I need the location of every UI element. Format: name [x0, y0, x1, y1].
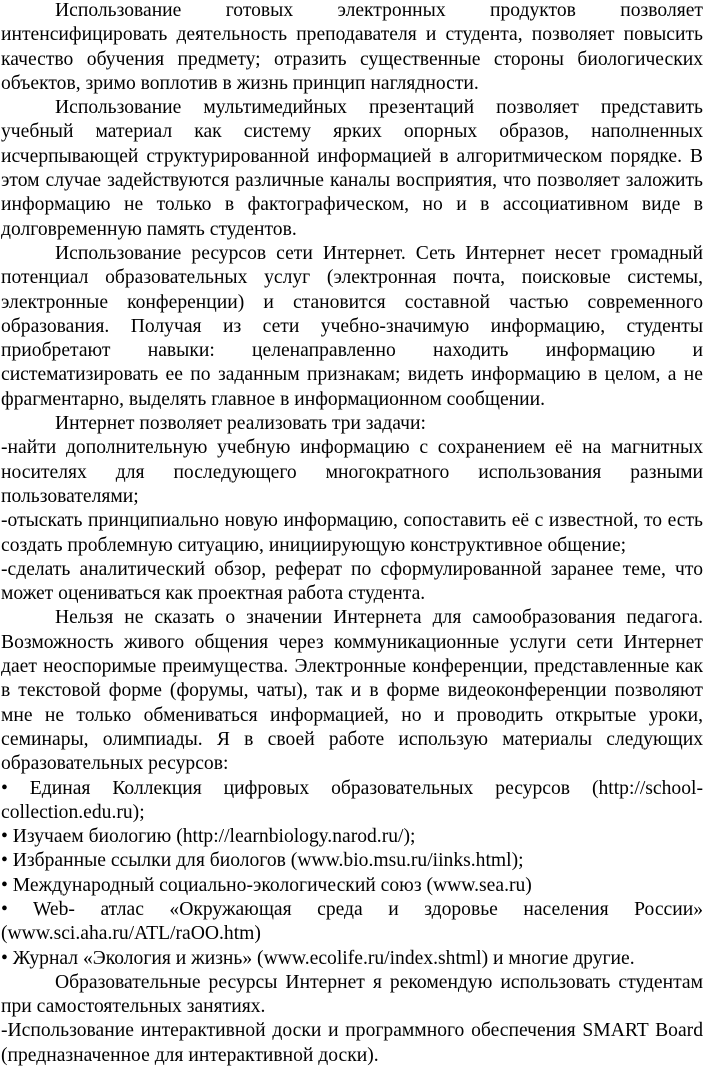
paragraph-multimedia-presentations: Использование мультимедийных презентаций позволяет представить учебный материал как систему ярких опорных образов, наполненных исчерпывающей структурированной информацией в алгоритмическом порядке. В этом случае задействуются различные каналы восприятия, что позволяет заложить информацию не только в фактографическом, но и в ассоциативном виде в долговременную память студентов.	[1, 97, 703, 240]
resource-item-bio-msu: • Избранные ссылки для биологов (www.bio.msu.ru/iinks.html);	[1, 850, 524, 872]
paragraph-three-tasks-intro: Интернет позволяет реализовать три задачи:	[55, 413, 426, 435]
resource-item-web-atlas: • Web- атлас «Окружающая среда и здоровье населения России» (www.sci.aha.ru/ATL/raOO.htm)	[1, 898, 703, 945]
resource-item-ecolife: • Журнал «Экология и жизнь» (www.ecolife.ru/index.shtml) и многие другие.	[1, 947, 635, 969]
paragraph-electronic-products: Использование готовых электронных продуктов позволяет интенсифицировать деятельность преподавателя и студента, позволяет повысить качество обучения предмету; отразить существенные стороны биологических объектов, зримо воплотив в жизнь принцип наглядности.	[1, 0, 703, 94]
resource-item-learnbiology: • Изучаем биологию (http://learnbiology.narod.ru/);	[1, 826, 416, 848]
paragraph-smart-board: -Использование интерактивной доски и программного обеспечения SMART Board (предназначенное для интерактивной доски).	[1, 1020, 703, 1066]
paragraph-recommendation: Образовательные ресурсы Интернет я рекомендую использовать студентам при самостоятельных занятиях.	[1, 971, 703, 1018]
task-item-analytic-review: -сделать аналитический обзор, реферат по сформулированной заранее теме, что может оцениваться как проектная работа студента.	[1, 558, 703, 605]
task-item-find-info: -найти дополнительную учебную информацию с сохранением её на магнитных носителях для последующего многократного использования разными пользователями;	[1, 437, 703, 507]
paragraph-internet-resources: Использование ресурсов сети Интернет. Сеть Интернет несет громадный потенциал образовательных услуг (электронная почта, поисковые системы, электронные конференции) и становится составной частью современного образования. Получая из сети учебно-значимую информацию, студенты приобретают навыки: целенаправленно находить информацию и систематизировать ее по заданным признакам; видеть информацию в целом, а не фрагментарно, выделять главное в информационном сообщении.	[1, 242, 703, 410]
task-item-new-info: -отыскать принципиально новую информацию, сопоставить её с известной, то есть создать проблемную ситуацию, инициирующую конструктивное общение;	[1, 510, 703, 556]
resource-item-sea: • Международный социально-экологический союз (www.sea.ru)	[1, 874, 532, 896]
paragraph-self-education: Нельзя не сказать о значении Интернета для самообразования педагога. Возможность живого общения через коммуникационные услуги сети Интернет дает неоспоримые преимущества. Электронные конференции, представленные как в текстовой форме (форумы, чаты), так и в форме видеоконференции позволяют мне не только обмениваться информацией, но и проводить открытые уроки, семинары, олимпиады. Я в своей работе использую материалы следующих образовательных ресурсов:	[1, 607, 703, 775]
resource-item-school-collection: • Единая Коллекция цифровых образовательных ресурсов (http://school-collection.edu.ru);	[1, 777, 703, 823]
